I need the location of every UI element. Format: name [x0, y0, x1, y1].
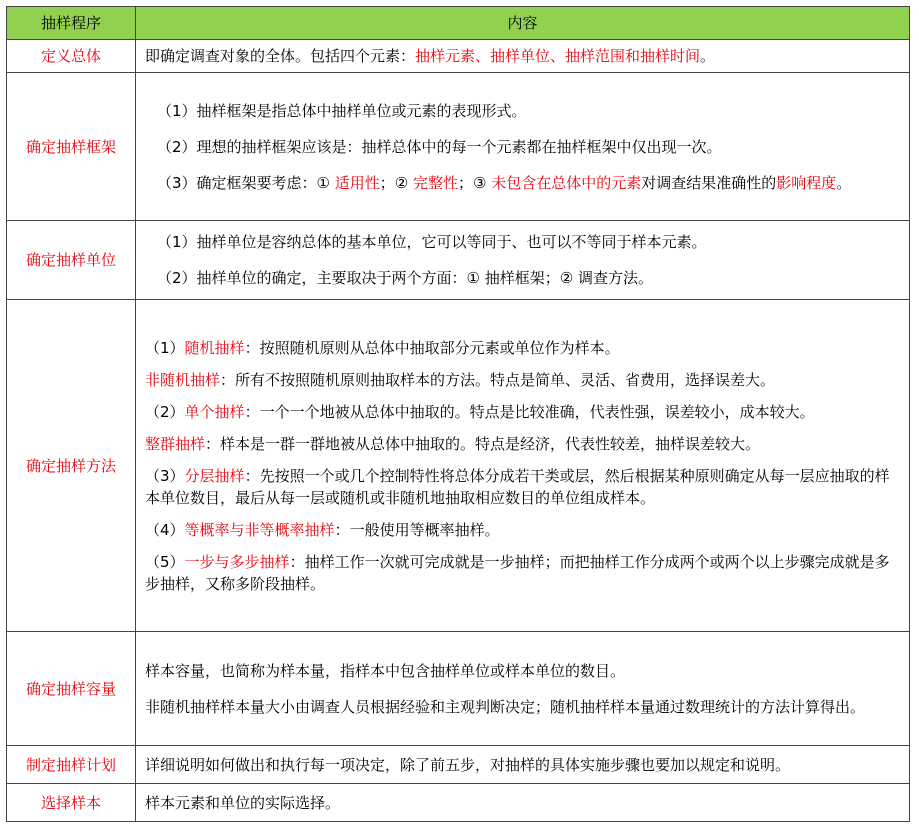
content-line — [145, 396, 901, 428]
text-segment: 样本元素和单位的实际选择。 — [145, 793, 341, 812]
sampling-procedure-table — [6, 6, 910, 822]
content-line — [145, 364, 901, 396]
content-line — [145, 514, 901, 546]
content-line — [145, 165, 901, 201]
text-segment: 。 — [700, 47, 716, 65]
content-line — [145, 460, 901, 514]
highlighted-term: 分层抽样 — [184, 466, 245, 485]
content-line — [145, 224, 901, 260]
step-name: 确定抽样单位 — [7, 221, 136, 300]
content-line — [145, 546, 901, 600]
table-body — [7, 40, 910, 822]
table-row — [7, 40, 910, 73]
table-row — [7, 300, 910, 632]
text-segment: （4） — [145, 520, 185, 539]
text-segment: 即确定调查对象的全体。包括四个元素： — [145, 47, 416, 65]
highlighted-term: 整群抽样 — [145, 434, 206, 453]
highlighted-term: 完整性 — [413, 173, 459, 192]
text-segment: （2）理想的抽样框架应该是：抽样总体中的每一个元素都在抽样框架中仅出现一次。 — [157, 137, 722, 156]
step-content — [136, 40, 910, 73]
table-row — [7, 221, 910, 300]
content-line — [145, 43, 901, 69]
text-segment: 样本容量，也简称为样本量，指样本中包含抽样单位或样本单位的数目。 — [145, 661, 626, 680]
step-content — [136, 784, 910, 822]
step-content — [136, 300, 910, 632]
text-segment: （1） — [145, 338, 185, 357]
content-line — [145, 428, 901, 460]
highlighted-term: 随机抽样 — [184, 338, 245, 357]
step-content — [136, 746, 910, 784]
content-line — [145, 653, 901, 689]
text-segment: ：一个一个地被从总体中抽取的。特点是比较准确，代表性强，误差较小，成本较大。 — [244, 402, 815, 421]
content-line — [145, 93, 901, 129]
table-row — [7, 746, 910, 784]
header-step: 抽样程序 — [7, 7, 136, 40]
text-segment: ：一般使用等概率抽样。 — [334, 520, 500, 539]
step-name: 制定抽样计划 — [7, 746, 136, 784]
step-name: 定义总体 — [7, 40, 136, 73]
text-segment: ：所有不按照随机原则抽取样本的方法。特点是简单、灵活、省费用，选择误差大。 — [220, 370, 776, 389]
text-segment: ：样本是一群一群地被从总体中抽取的。特点是经济，代表性较差，抽样误差较大。 — [205, 434, 761, 453]
highlighted-term: 抽样元素、抽样单位、抽样范围和抽样时间 — [415, 47, 701, 65]
highlighted-term: 影响程度 — [776, 173, 837, 192]
step-content — [136, 632, 910, 746]
step-content — [136, 73, 910, 221]
text-segment: ；③ — [458, 173, 492, 192]
step-name: 确定抽样框架 — [7, 73, 136, 221]
text-segment: （5） — [145, 552, 185, 571]
step-name: 选择样本 — [7, 784, 136, 822]
step-name: 确定抽样容量 — [7, 632, 136, 746]
text-segment: ：先按照一个或几个控制特性将总体分成若干类或层，然后根据某种原则确定从每一层应抽取的样本单位数目，最后从每一层或随机或非随机地抽取相应数目的单位组成样本。 — [145, 466, 890, 507]
highlighted-term: 未包含在总体中的元素 — [491, 173, 642, 192]
text-segment: ：抽样工作一次就可完成就是一步抽样；而把抽样工作分成两个或两个以上步骤完成就是多步抽样，又称多阶段抽样。 — [145, 552, 890, 593]
content-line — [145, 752, 901, 778]
table-row — [7, 632, 910, 746]
text-segment: ：按照随机原则从总体中抽取部分元素或单位作为样本。 — [244, 338, 620, 357]
text-segment: 。 — [836, 173, 852, 192]
content-line — [145, 790, 901, 816]
highlighted-term: 等概率与非等概率抽样 — [184, 520, 335, 539]
text-segment: （2）抽样单位的确定，主要取决于两个方面：① 抽样框架；② 调查方法。 — [157, 269, 653, 287]
header-content: 内容 — [136, 7, 910, 40]
text-segment: （3）确定框架要考虑：① — [157, 173, 335, 192]
content-line — [145, 129, 901, 165]
highlighted-term: 非随机抽样 — [145, 370, 221, 389]
step-name: 确定抽样方法 — [7, 300, 136, 632]
header-row — [7, 7, 910, 40]
highlighted-term: 适用性 — [334, 173, 380, 192]
content-line — [145, 689, 901, 725]
text-segment: ；② — [379, 173, 413, 192]
content-line — [145, 260, 901, 296]
text-segment: （1）抽样框架是指总体中抽样单位或元素的表现形式。 — [157, 101, 527, 120]
text-segment: 对调查结果准确性的 — [641, 173, 777, 192]
step-content — [136, 221, 910, 300]
content-line — [145, 332, 901, 364]
text-segment: （2） — [145, 402, 185, 421]
highlighted-term: 单个抽样 — [184, 402, 245, 421]
text-segment: （3） — [145, 466, 185, 485]
text-segment: （1）抽样单位是容纳总体的基本单位，它可以等同于、也可以不等同于样本元素。 — [157, 233, 707, 251]
highlighted-term: 一步与多步抽样 — [184, 552, 290, 571]
text-segment: 详细说明如何做出和执行每一项决定，除了前五步，对抽样的具体实施步骤也要加以规定和说明。 — [145, 755, 791, 774]
text-segment: 非随机抽样样本量大小由调查人员根据经验和主观判断决定；随机抽样样本量通过数理统计的方法计算得出。 — [145, 697, 866, 716]
table-row — [7, 784, 910, 822]
table-row — [7, 73, 910, 221]
